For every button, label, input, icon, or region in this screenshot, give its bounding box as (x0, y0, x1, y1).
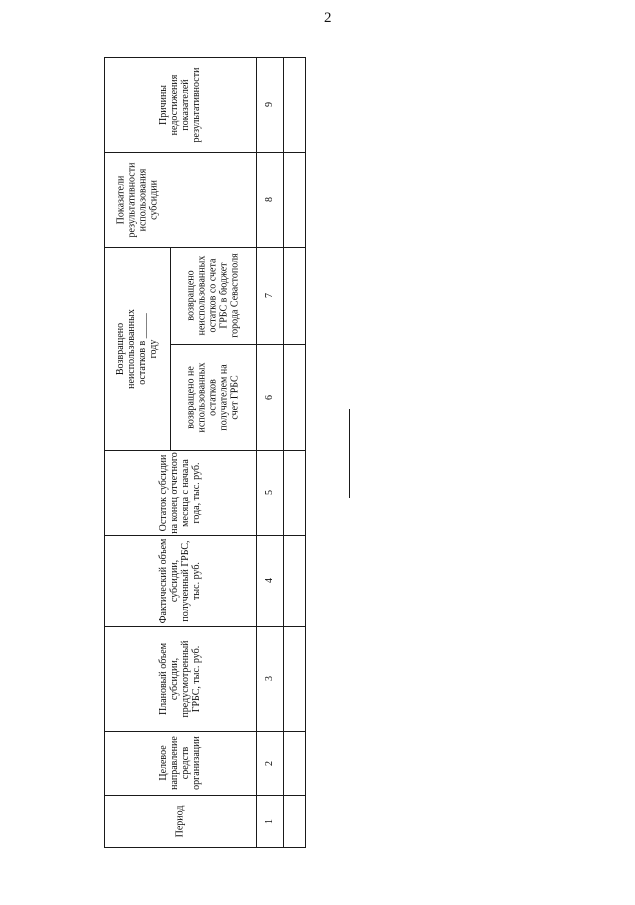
column-number (256, 247, 283, 344)
column-number-text: 7 (264, 293, 275, 298)
header-returned-budget-text: возвращено неиспользованных остатков со счета ГРБС в бюджет города Севастополя (185, 253, 241, 338)
header-indicators-text: Показатели результативности использования субсидии (115, 162, 159, 237)
column-number (256, 795, 283, 847)
column-number (256, 450, 283, 535)
signature-line (349, 409, 350, 498)
column-number-text: 9 (264, 102, 275, 107)
column-number (256, 344, 283, 450)
column-number (256, 535, 283, 626)
header-returned-recipient (170, 344, 256, 450)
column-number-text: 3 (264, 676, 275, 681)
table-border-bottom (104, 847, 306, 848)
header-planned (104, 626, 256, 731)
header-purpose (104, 731, 256, 795)
column-number-text: 6 (264, 394, 275, 400)
header-purpose-text: Целевое направление средств организации (158, 736, 202, 790)
numbers-row-divider (283, 57, 284, 848)
column-number (256, 152, 283, 247)
column-number (256, 731, 283, 795)
header-returned-recipient-text: возвращено не использованных остатков получателем на счет ГРБС (185, 362, 241, 432)
header-actual (104, 535, 256, 626)
header-indicators (104, 152, 170, 247)
header-returned-group-text: Возвращено неиспользованных остатков в _____ году (115, 309, 159, 389)
header-reasons (104, 57, 256, 152)
page-number: 2 (324, 10, 332, 26)
column-number (256, 626, 283, 731)
column-number-text: 5 (264, 490, 275, 495)
header-returned-budget (170, 247, 256, 344)
column-number-text: 8 (264, 197, 275, 202)
header-balance-text: Остаток субсидии на конец отчетного месяца с начала года, тыс. руб. (158, 451, 202, 534)
column-number-text: 4 (264, 578, 275, 583)
header-planned-text: Плановый объем субсидии, предусмотренный ГРБС, тыс. руб. (158, 639, 202, 718)
column-number-text: 2 (264, 760, 275, 766)
table-border-right (305, 57, 306, 848)
header-period (104, 795, 256, 847)
header-returned-group (104, 247, 170, 451)
header-reasons-text: Причины недостижения показателей результативности (158, 67, 202, 142)
column-number (256, 57, 283, 152)
column-number-text: 1 (264, 818, 275, 824)
subsidy-report-table (104, 57, 306, 848)
header-period-text: Период (174, 805, 186, 837)
header-balance (104, 450, 256, 535)
header-actual-text: Фактический объем субсидии, полученный ГРБС, тыс. руб. (158, 538, 202, 623)
